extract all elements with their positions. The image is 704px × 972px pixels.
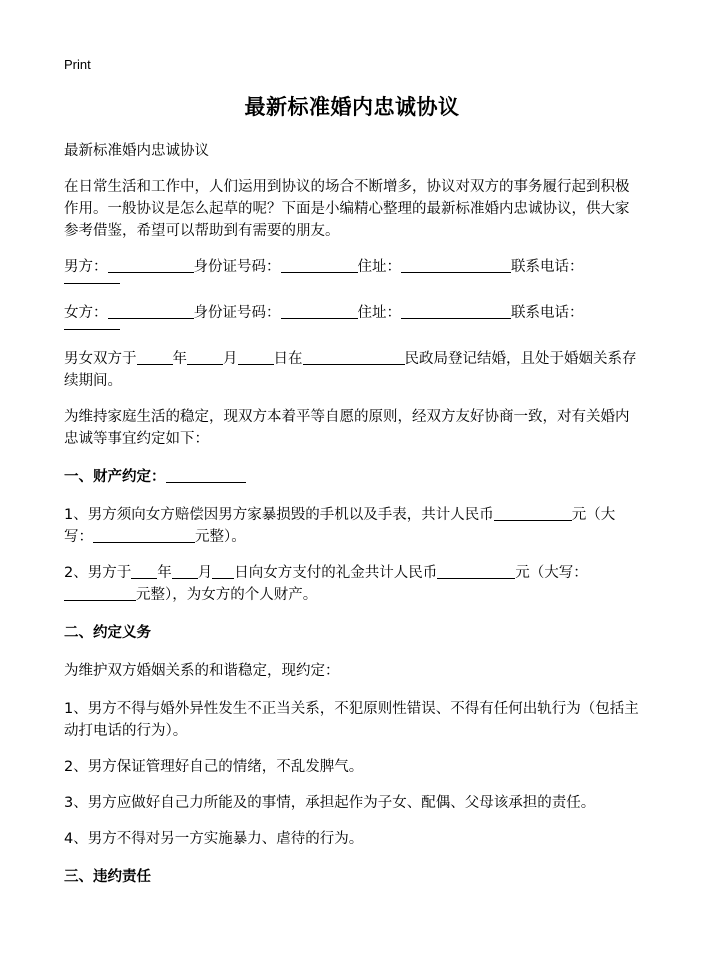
marriage-day-label: 日在	[273, 351, 303, 367]
section1-item2-year-blank	[131, 562, 157, 579]
marriage-year-label: 年	[172, 351, 187, 367]
section1-item2	[64, 562, 640, 606]
marriage-month-blank	[187, 348, 223, 365]
section1-item2-words-blank	[64, 584, 136, 601]
section2-heading: 二、约定义务	[64, 625, 151, 641]
female-address-label: 住址：	[357, 305, 401, 321]
section1-item1-amount-blank	[494, 504, 572, 521]
section1-item1	[64, 504, 640, 548]
document-subtitle: 最新标准婚内忠诚协议	[64, 143, 209, 159]
marriage-year-blank	[137, 348, 173, 365]
female-id-blank	[281, 302, 358, 319]
female-name-blank	[108, 302, 194, 319]
female-party-line	[64, 302, 640, 330]
male-id-label: 身份证号码：	[193, 259, 281, 275]
section1-item1-text-2: 元（大写：	[64, 507, 616, 545]
section1-heading-blank	[166, 466, 246, 483]
section1-item1-text-1: 1、男方须向女方赔偿因男方家暴损毁的手机以及手表，共计人民币	[64, 507, 494, 523]
male-label: 男方：	[64, 259, 108, 275]
male-name-blank	[108, 256, 194, 273]
female-address-blank	[401, 302, 511, 319]
section2-item2: 2、男方保证管理好自己的情绪，不乱发脾气。	[64, 759, 364, 775]
male-party-line	[64, 256, 640, 284]
section1-heading: 一、财产约定：	[64, 469, 166, 485]
section1-item2-year-label: 年	[157, 565, 172, 581]
section1-item2-month-label: 月	[197, 565, 213, 581]
print-link[interactable]: Print	[64, 57, 91, 72]
section1-item2-month-blank	[172, 562, 198, 579]
section2-item4: 4、男方不得对另一方实施暴力、虐待的行为。	[64, 831, 364, 847]
purpose-paragraph: 为维持家庭生活的稳定，现双方本着平等自愿的原则，经双方友好协商一致，对有关婚内忠诚等事宜约定如下：	[64, 409, 630, 447]
section1-item1-words-blank	[93, 526, 195, 543]
section2-intro: 为维护双方婚姻关系的和谐稳定，现约定：	[64, 663, 340, 679]
document-title: 最新标准婚内忠诚协议	[244, 95, 460, 119]
section1-item2-text-4: 元整），为女方的个人财产。	[136, 587, 318, 603]
section2-item1: 1、男方不得与婚外异性发生不正当关系，不犯原则性错误、不得有任何出轨行为（包括主动打电话的行为）。	[64, 701, 639, 739]
marriage-paragraph	[64, 348, 640, 392]
marriage-bureau-blank	[303, 348, 405, 365]
document-body	[64, 140, 640, 888]
female-phone-label: 联系电话：	[511, 305, 584, 321]
intro-paragraph: 在日常生活和工作中，人们运用到协议的场合不断增多，协议对双方的事务履行起到积极作用。一般协议是怎么起草的呢？下面是小编精心整理的最新标准婚内忠诚协议，供大家参考借鉴，希望可以帮助到有需要的朋友。	[64, 179, 630, 239]
female-label: 女方：	[64, 305, 108, 321]
male-id-blank	[281, 256, 358, 273]
section1-item2-text-1: 2、男方于	[64, 565, 132, 581]
female-phone-blank	[64, 329, 120, 330]
section1-item1-text-3: 元整）。	[195, 529, 246, 545]
female-id-label: 身份证号码：	[193, 305, 281, 321]
section1-item2-day-blank	[212, 562, 234, 579]
marriage-text-2: 民政局登记结婚，且处于婚姻关系存续期间。	[64, 351, 637, 389]
section1-item2-text-3: 元（大写：	[515, 565, 588, 581]
male-address-blank	[401, 256, 511, 273]
marriage-day-blank	[238, 348, 274, 365]
male-phone-blank	[64, 283, 120, 284]
marriage-text-1: 男女双方于	[64, 351, 137, 367]
male-address-label: 住址：	[357, 259, 401, 275]
section1-item2-amount-blank	[437, 562, 515, 579]
section1-heading-line	[64, 466, 640, 488]
section1-item2-text-2: 日向女方支付的礼金共计人民币	[234, 565, 438, 581]
male-phone-label: 联系电话：	[511, 259, 584, 275]
marriage-month-label: 月	[223, 351, 238, 367]
section3-heading: 三、违约责任	[64, 869, 151, 885]
section2-item3: 3、男方应做好自己力所能及的事情，承担起作为子女、配偶、父母该承担的责任。	[64, 795, 596, 811]
